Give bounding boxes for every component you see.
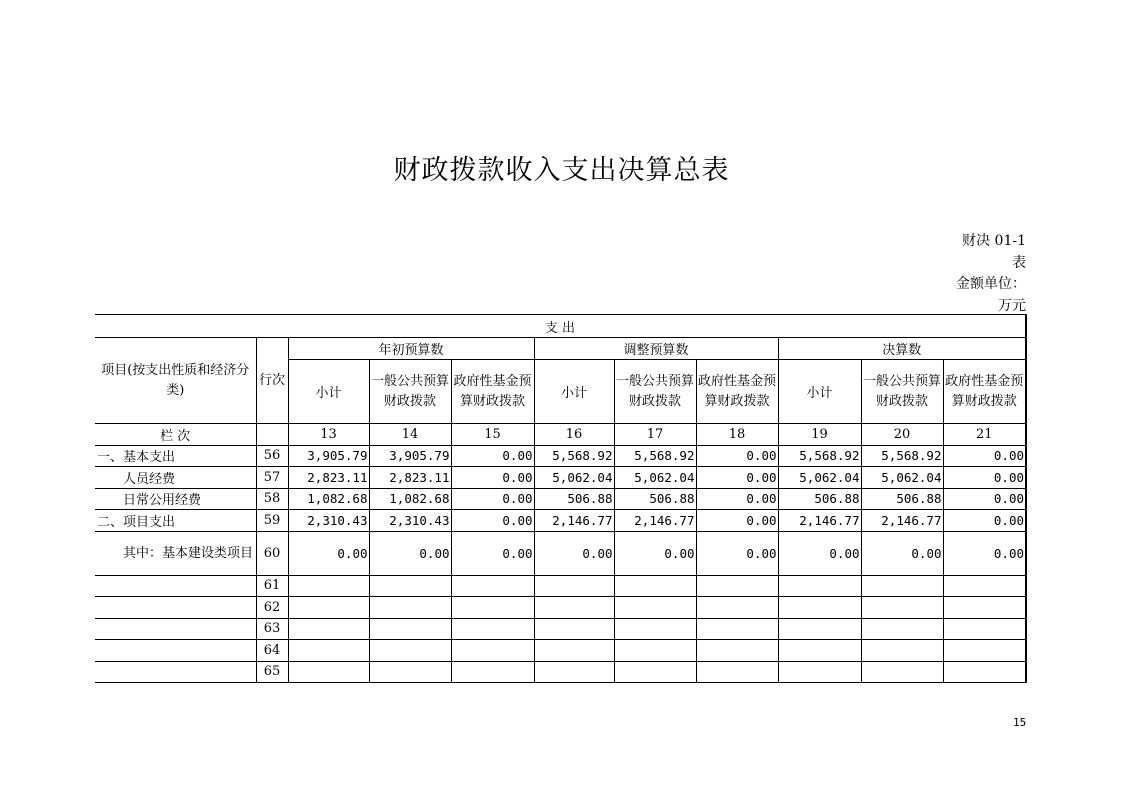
amount-cell: 0.00 [943, 531, 1026, 575]
amount-cell: 0.00 [696, 488, 778, 510]
amount-cell: 0.00 [943, 467, 1026, 489]
amount-cell: 5,568.92 [861, 445, 943, 467]
column-number: 16 [534, 424, 614, 446]
amount-cell [369, 640, 451, 662]
amount-cell: 0.00 [696, 531, 778, 575]
amount-cell [614, 575, 696, 597]
amount-cell [288, 575, 369, 597]
column-number: 21 [943, 424, 1026, 446]
table-row [95, 661, 1026, 683]
amount-cell: 0.00 [696, 510, 778, 532]
column-number: 14 [369, 424, 451, 446]
row-label: 其中：基本建设类项目 [95, 531, 256, 575]
row-label [95, 640, 256, 662]
amount-cell [861, 575, 943, 597]
table-row [95, 467, 1026, 489]
amount-cell [778, 618, 861, 640]
amount-cell [369, 661, 451, 683]
column-number: 13 [288, 424, 369, 446]
table-row [95, 597, 1026, 619]
amount-cell: 0.00 [696, 445, 778, 467]
amount-cell [943, 640, 1026, 662]
amount-cell: 5,568.92 [778, 445, 861, 467]
group-header-final: 决算数 [778, 338, 1026, 360]
amount-cell: 1,082.68 [288, 488, 369, 510]
row-label [95, 618, 256, 640]
table-row [95, 618, 1026, 640]
row-line-number: 56 [256, 445, 288, 467]
column-number: 15 [451, 424, 534, 446]
amount-cell [696, 618, 778, 640]
sub-header-general-budget: 一般公共预算财政拨款 [861, 360, 943, 424]
amount-cell: 3,905.79 [369, 445, 451, 467]
sub-header-subtotal: 小计 [288, 360, 369, 424]
form-code: 财决 01-1 [962, 233, 1026, 249]
amount-cell: 0.00 [943, 510, 1026, 532]
amount-cell: 0.00 [451, 467, 534, 489]
amount-cell [943, 618, 1026, 640]
amount-cell [534, 618, 614, 640]
amount-cell [369, 618, 451, 640]
page-title: 财政拨款收入支出决算总表 [393, 155, 730, 186]
amount-cell: 0.00 [778, 531, 861, 575]
amount-cell: 506.88 [861, 488, 943, 510]
sub-header-general-budget: 一般公共预算财政拨款 [369, 360, 451, 424]
amount-cell [614, 640, 696, 662]
amount-cell: 0.00 [696, 467, 778, 489]
amount-cell: 0.00 [451, 488, 534, 510]
amount-cell: 2,146.77 [614, 510, 696, 532]
amount-cell: 2,823.11 [369, 467, 451, 489]
table-row [95, 510, 1026, 532]
amount-cell [288, 661, 369, 683]
table-row [95, 640, 1026, 662]
amount-cell: 0.00 [451, 445, 534, 467]
amount-cell [943, 575, 1026, 597]
amount-cell [861, 640, 943, 662]
column-number: 17 [614, 424, 696, 446]
group-header-initial: 年初预算数 [288, 338, 534, 360]
amount-cell: 5,062.04 [778, 467, 861, 489]
item-column-header: 项目(按支出性质和经济分类) [95, 338, 256, 424]
row-line-number: 62 [256, 597, 288, 619]
amount-cell: 506.88 [614, 488, 696, 510]
amount-cell [288, 618, 369, 640]
row-line-number: 63 [256, 618, 288, 640]
amount-cell [534, 661, 614, 683]
row-line-number: 59 [256, 510, 288, 532]
table-row [95, 488, 1026, 510]
amount-cell: 0.00 [614, 531, 696, 575]
amount-cell: 0.00 [451, 531, 534, 575]
amount-cell [451, 575, 534, 597]
row-label: 二、项目支出 [95, 510, 256, 532]
amount-cell [696, 640, 778, 662]
amount-cell [614, 618, 696, 640]
amount-cell: 5,062.04 [861, 467, 943, 489]
amount-cell [369, 597, 451, 619]
table-row [95, 575, 1026, 597]
unit-label: 金额单位： [956, 276, 1026, 292]
amount-cell: 0.00 [861, 531, 943, 575]
amount-cell: 5,062.04 [614, 467, 696, 489]
amount-cell: 2,310.43 [369, 510, 451, 532]
amount-cell: 2,146.77 [778, 510, 861, 532]
amount-cell [778, 640, 861, 662]
amount-cell: 506.88 [534, 488, 614, 510]
amount-cell [288, 597, 369, 619]
amount-cell: 0.00 [288, 531, 369, 575]
amount-cell [696, 661, 778, 683]
column-number: 19 [778, 424, 861, 446]
spending-header: 支 出 [95, 315, 1026, 338]
unit-value: 万元 [998, 297, 1026, 314]
sub-header-fund-budget: 政府性基金预算财政拨款 [943, 360, 1026, 424]
amount-cell [861, 661, 943, 683]
row-label: 人员经费 [95, 467, 256, 489]
row-label [95, 597, 256, 619]
amount-cell [534, 640, 614, 662]
row-line-number: 58 [256, 488, 288, 510]
form-meta [916, 231, 1026, 317]
column-index-label: 栏 次 [95, 424, 256, 446]
amount-cell [943, 661, 1026, 683]
amount-cell: 0.00 [943, 445, 1026, 467]
amount-cell [451, 597, 534, 619]
amount-cell [288, 640, 369, 662]
row-label: 日常公用经费 [95, 488, 256, 510]
amount-cell: 5,062.04 [534, 467, 614, 489]
amount-cell: 506.88 [778, 488, 861, 510]
amount-cell: 1,082.68 [369, 488, 451, 510]
amount-cell [943, 597, 1026, 619]
row-label [95, 661, 256, 683]
amount-cell: 2,823.11 [288, 467, 369, 489]
amount-cell [451, 618, 534, 640]
amount-cell: 3,905.79 [288, 445, 369, 467]
row-line-number: 60 [256, 531, 288, 575]
page-number: 15 [1013, 716, 1027, 729]
amount-cell: 5,568.92 [614, 445, 696, 467]
amount-cell: 5,568.92 [534, 445, 614, 467]
sub-header-general-budget: 一般公共预算财政拨款 [614, 360, 696, 424]
amount-cell [861, 618, 943, 640]
row-label [95, 575, 256, 597]
amount-cell [778, 661, 861, 683]
row-line-number: 65 [256, 661, 288, 683]
row-number-column-header: 行次 [256, 338, 288, 424]
amount-cell [614, 661, 696, 683]
row-line-number: 64 [256, 640, 288, 662]
amount-cell [778, 575, 861, 597]
sub-header-fund-budget: 政府性基金预算财政拨款 [696, 360, 778, 424]
amount-cell [778, 597, 861, 619]
sub-header-subtotal: 小计 [778, 360, 861, 424]
column-number: 18 [696, 424, 778, 446]
budget-table [95, 314, 1027, 683]
amount-cell [451, 640, 534, 662]
row-line-number: 57 [256, 467, 288, 489]
amount-cell: 0.00 [369, 531, 451, 575]
amount-cell [451, 661, 534, 683]
amount-cell [861, 597, 943, 619]
sub-header-fund-budget: 政府性基金预算财政拨款 [451, 360, 534, 424]
amount-cell [369, 575, 451, 597]
amount-cell: 2,310.43 [288, 510, 369, 532]
form-code-suffix: 表 [1012, 254, 1026, 271]
table-row [95, 531, 1026, 575]
column-number: 20 [861, 424, 943, 446]
amount-cell [534, 575, 614, 597]
amount-cell [696, 575, 778, 597]
amount-cell: 2,146.77 [861, 510, 943, 532]
table-row [95, 445, 1026, 467]
amount-cell: 0.00 [451, 510, 534, 532]
sub-header-subtotal: 小计 [534, 360, 614, 424]
amount-cell [696, 597, 778, 619]
amount-cell: 2,146.77 [534, 510, 614, 532]
amount-cell [614, 597, 696, 619]
group-header-adjusted: 调整预算数 [534, 338, 778, 360]
amount-cell: 0.00 [534, 531, 614, 575]
amount-cell: 0.00 [943, 488, 1026, 510]
amount-cell [534, 597, 614, 619]
row-line-number: 61 [256, 575, 288, 597]
row-label: 一、基本支出 [95, 445, 256, 467]
column-index-blank [256, 424, 288, 446]
